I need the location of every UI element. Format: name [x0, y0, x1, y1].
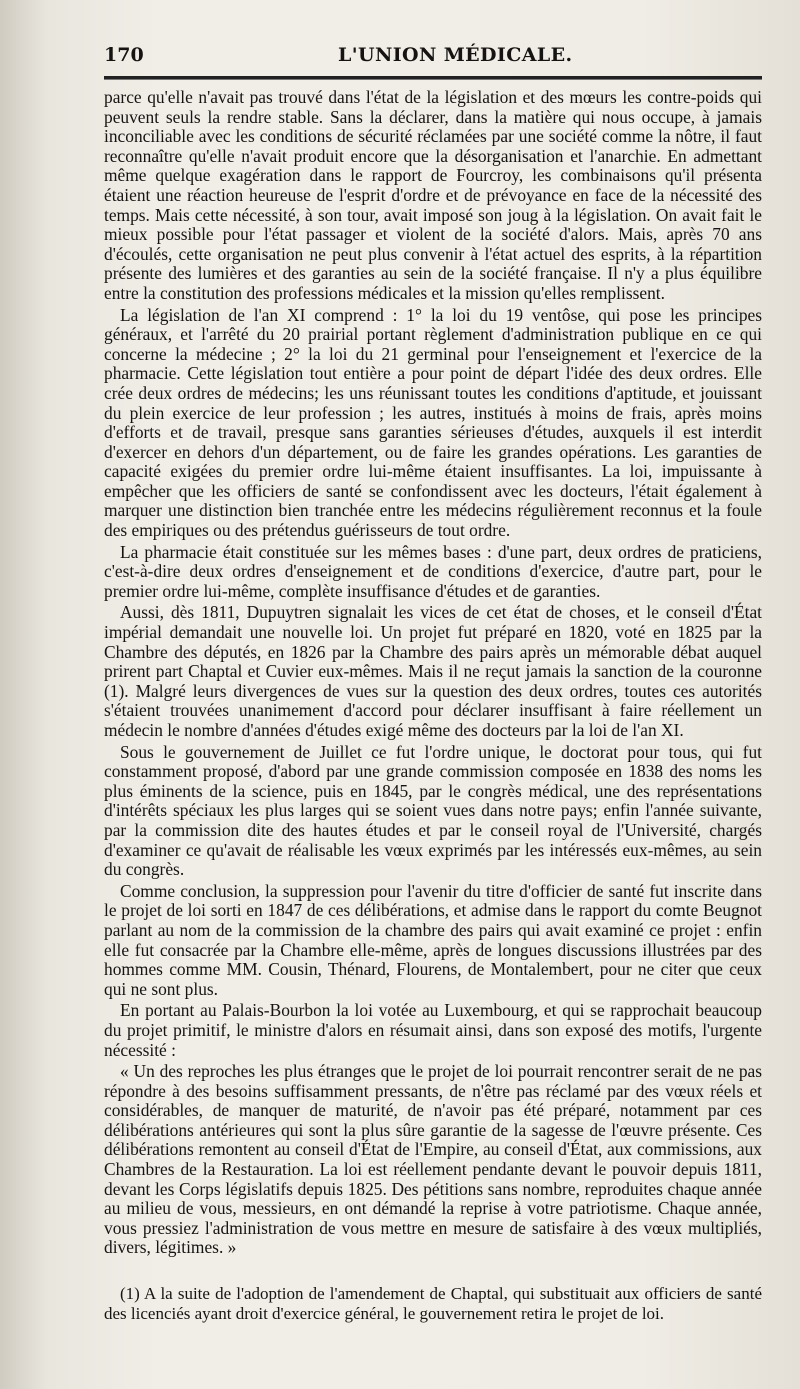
footnote-text: (1) A la suite de l'adoption de l'amendement de Chaptal, qui substituait aux officiers de santé des licenciés ayant droit d'exercice général, le gouvernement retira le projet de loi.	[104, 1284, 762, 1323]
page-number: 170	[104, 44, 144, 66]
paragraph: En portant au Palais-Bourbon la loi votée au Luxembourg, et qui se rapprochait beaucoup du projet primitif, le ministre d'alors en résumait ainsi, dans son exposé des motifs, l'urgente nécessité :	[104, 1000, 762, 1060]
paragraph: parce qu'elle n'avait pas trouvé dans l'état de la législation et des mœurs les contre-poids qui peuvent seuls la rendre stable. Sans la déclarer, dans la matière qui nous occupe, à jamais inconciliable avec les conditions de sécurité réclamées par une société comme la nôtre, il faut reconnaître qu'elle n'avait produit encore que la désorganisation et l'anarchie. En admettant même quelque exagération dans le rapport de Fourcroy, les combinaisons qu'il présenta étaient une réaction heureuse de l'esprit d'ordre et de prévoyance en face de la nécessité des temps. Mais cette nécessité, à son tour, avait imposé son joug à la législation. On avait fait le mieux possible pour l'état passager et violent de la société d'alors. Mais, après 70 ans d'écoulés, cette organisation ne peut plus convenir à l'état actuel des esprits, à la répartition présente des lumières et des garanties au sein de la société française. Il n'y a plus équilibre entre la constitution des professions médicales et la mission qu'elles remplissent.	[104, 87, 762, 303]
paragraph: Sous le gouvernement de Juillet ce fut l'ordre unique, le doctorat pour tous, qui fut constamment proposé, d'abord par une grande commission composée en 1838 des noms les plus éminents de la science, puis en 1845, par le congrès médical, une des représentations d'intérêts spéciaux les plus larges qui se soient vues dans notre pays; enfin l'année suivante, par la commission dite des hautes études et par le conseil royal de l'Université, chargés d'examiner ce qu'avait de réalisable les vœux exprimés par les intéressés eux-mêmes, au sein du congrès.	[104, 741, 762, 880]
page-header	[104, 44, 762, 74]
footnote	[104, 1284, 762, 1323]
paragraph: La pharmacie était constituée sur les mêmes bases : d'une part, deux ordres de praticiens, c'est-à-dire deux ordres d'enseignement et de conditions d'exercice, d'autre part, pour le premier ordre lui-même, complète insuffisance d'études et de garanties.	[104, 541, 762, 601]
header-rule	[104, 76, 762, 80]
block-quote	[104, 1062, 762, 1258]
paragraph: La législation de l'an XI comprend : 1° la loi du 19 ventôse, qui pose les principes généraux, et l'arrêté du 20 prairial portant règlement d'administration publique en ce qui concerne la médecine ; 2° la loi du 21 germinal pour l'enseignement et l'exercice de la pharmacie. Cette législation tout entière a pour point de départ l'idée des deux ordres. Elle crée deux ordres de médecins; les uns réunissant toutes les conditions d'aptitude, et jouissant du plein exercice de leur profession ; les autres, institués à moins de frais, après moins d'efforts et de travail, presque sans garanties sérieuses d'études, auxquels il est interdit d'exercer en dehors d'un département, ou de faire les grandes opérations. Les garanties de capacité exigées du premier ordre lui-même étaient insuffisantes. La loi, impuissante à empêcher que les officiers de santé se confondissent avec les docteurs, l'était également à marquer une distinction bien tranchée entre les médecins régulièrement reconnus et la foule des empiriques ou des prétendus guérisseurs de tout ordre.	[104, 304, 762, 541]
paragraph: Aussi, dès 1811, Dupuytren signalait les vices de cet état de choses, et le conseil d'État impérial demandait une nouvelle loi. Un projet fut préparé en 1820, voté en 1825 par la Chambre des députés, en 1826 par la Chambre des pairs après un mémorable débat auquel prirent part Chaptal et Cuvier eux-mêmes. Mais il ne reçut jamais la sanction de la couronne (1). Malgré leurs divergences de vues sur la question des deux ordres, toutes ces autorités s'étaient trouvées unanimement d'accord pour déclarer insuffisant à faire réellement un médecin le nombre d'années d'études exigé même des docteurs par la loi de l'an XI.	[104, 602, 762, 740]
quote-paragraph: « Un des reproches les plus étranges que le projet de loi pourrait rencontrer serait de ne pas répondre à des besoins suffisamment pressants, de n'être pas réclamé par des vœux réels et considérables, de manquer de maturité, de n'avoir pas été préparé, notamment par ces délibérations antérieures qui sont la plus sûre garantie de la sagesse de l'œuvre présente. Ces délibérations remontent au conseil d'État de l'Empire, au conseil d'État, aux commissions, aux Chambres de la Restauration. La loi est réellement pendante devant le pouvoir depuis 1811, devant les Corps législatifs depuis 1825. Des pétitions sans nombre, reproduites chaque année au milieu de vous, messieurs, en ont démandé la reprise à votre patriotisme. Chaque année, vous pressiez l'administration de vous mettre en mesure de satisfaire à des vœux multipliés, divers, légitimes. »	[104, 1061, 762, 1258]
running-title: L'UNION MÉDICALE.	[338, 44, 573, 66]
article-body	[104, 88, 762, 1258]
paragraph: Comme conclusion, la suppression pour l'avenir du titre d'officier de santé fut inscrite dans le projet de loi sorti en 1847 de ces délibérations, et admise dans le rapport du comte Beugnot parlant au nom de la commission de la chambre des pairs qui avait examiné ce projet : enfin elle fut consacrée par la Chambre elle-même, après de longues discussions illustrées par des hommes comme MM. Cousin, Thénard, Flourens, de Montalembert, pour ne citer que ceux qui ne sont plus.	[104, 880, 762, 999]
